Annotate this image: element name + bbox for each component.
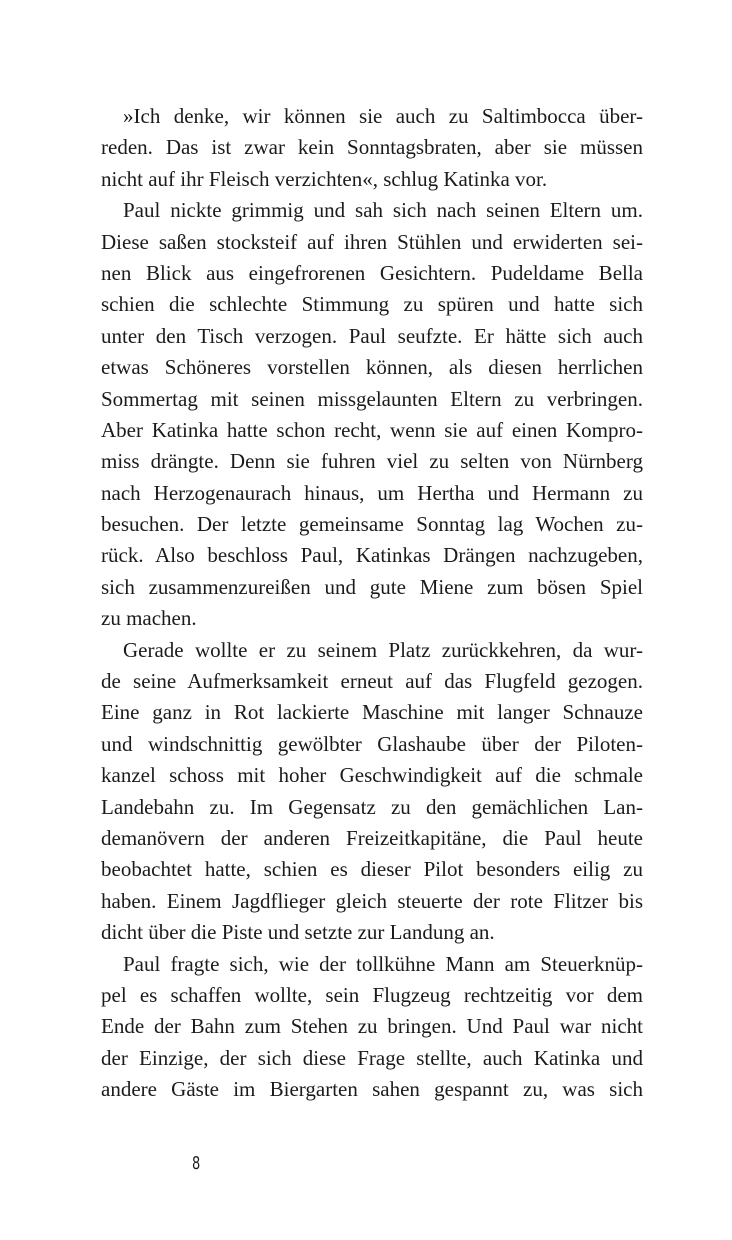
- text-line: nach Herzogenaurach hinaus, um Hertha und Hermann zu: [101, 480, 643, 505]
- text-line: dicht über die Piste und setzte zur Landung an.: [101, 920, 495, 945]
- text-line: rück. Also beschloss Paul, Katinkas Drängen nachzugeben,: [101, 543, 643, 568]
- paragraph: [101, 949, 643, 1106]
- text-line: Gerade wollte er zu seinem Platz zurückkehren, da wur-: [123, 637, 643, 662]
- text-line: pel es schaffen wollte, sein Flugzeug rechtzeitig vor dem: [101, 982, 643, 1007]
- text-line: Eine ganz in Rot lackierte Maschine mit langer Schnauze: [101, 700, 643, 725]
- text-line: Paul fragte sich, wie der tollkühne Mann am Steuerknüp-: [123, 951, 643, 976]
- text-line: de seine Aufmerksamkeit erneut auf das Flugfeld gezogen.: [101, 669, 643, 694]
- text-line: haben. Einem Jagdflieger gleich steuerte der rote Flitzer bis: [101, 888, 643, 913]
- text-line: Landebahn zu. Im Gegensatz zu den gemächlichen Lan-: [101, 794, 643, 819]
- text-line: und windschnittig gewölbter Glashaube über der Piloten-: [101, 731, 643, 756]
- text-line: nicht auf ihr Fleisch verzichten«, schlug Katinka vor.: [101, 166, 548, 191]
- text-line: Sommertag mit seinen missgelaunten Eltern zu verbringen.: [101, 386, 643, 411]
- text-line: »Ich denke, wir können sie auch zu Saltimbocca über-: [123, 104, 643, 128]
- text-line: kanzel schoss mit hoher Geschwindigkeit auf die schmale: [101, 763, 643, 788]
- text-line: demanövern der anderen Freizeitkapitäne, die Paul heute: [101, 825, 643, 850]
- text-line: Ende der Bahn zum Stehen zu bringen. Und Paul war nicht: [101, 1014, 643, 1039]
- paragraph: [101, 195, 643, 634]
- text-line: beobachtet hatte, schien es dieser Pilot besonders eilig zu: [101, 857, 643, 882]
- text-line: sich zusammenzureißen und gute Miene zum bösen Spiel: [101, 574, 643, 599]
- text-line: schien die schlechte Stimmung zu spüren und hatte sich: [101, 292, 643, 317]
- text-line: zu machen.: [101, 606, 197, 631]
- text-line: Diese saßen stocksteif auf ihren Stühlen und erwiderten sei-: [101, 229, 643, 254]
- book-page-body: [101, 101, 643, 1106]
- paragraph: [101, 101, 643, 195]
- text-line: der Einzige, der sich diese Frage stellte, auch Katinka und: [101, 1045, 643, 1070]
- text-line: andere Gäste im Biergarten sahen gespannt zu, was sich: [101, 1077, 643, 1102]
- text-line: unter den Tisch verzogen. Paul seufzte. Er hätte sich auch: [101, 323, 643, 348]
- text-line: Paul nickte grimmig und sah sich nach seinen Eltern um.: [123, 198, 643, 223]
- text-line: besuchen. Der letzte gemeinsame Sonntag lag Wochen zu-: [101, 512, 643, 537]
- paragraph: [101, 635, 643, 949]
- text-line: etwas Schöneres vorstellen können, als diesen herrlichen: [101, 355, 643, 380]
- text-line: reden. Das ist zwar kein Sonntagsbraten, aber sie müssen: [101, 135, 643, 160]
- page-number: 8: [192, 1153, 201, 1174]
- text-line: Aber Katinka hatte schon recht, wenn sie auf einen Kompro-: [101, 417, 643, 442]
- text-line: nen Blick aus eingefrorenen Gesichtern. Pudeldame Bella: [101, 260, 643, 285]
- text-line: miss drängte. Denn sie fuhren viel zu selten von Nürnberg: [101, 449, 643, 474]
